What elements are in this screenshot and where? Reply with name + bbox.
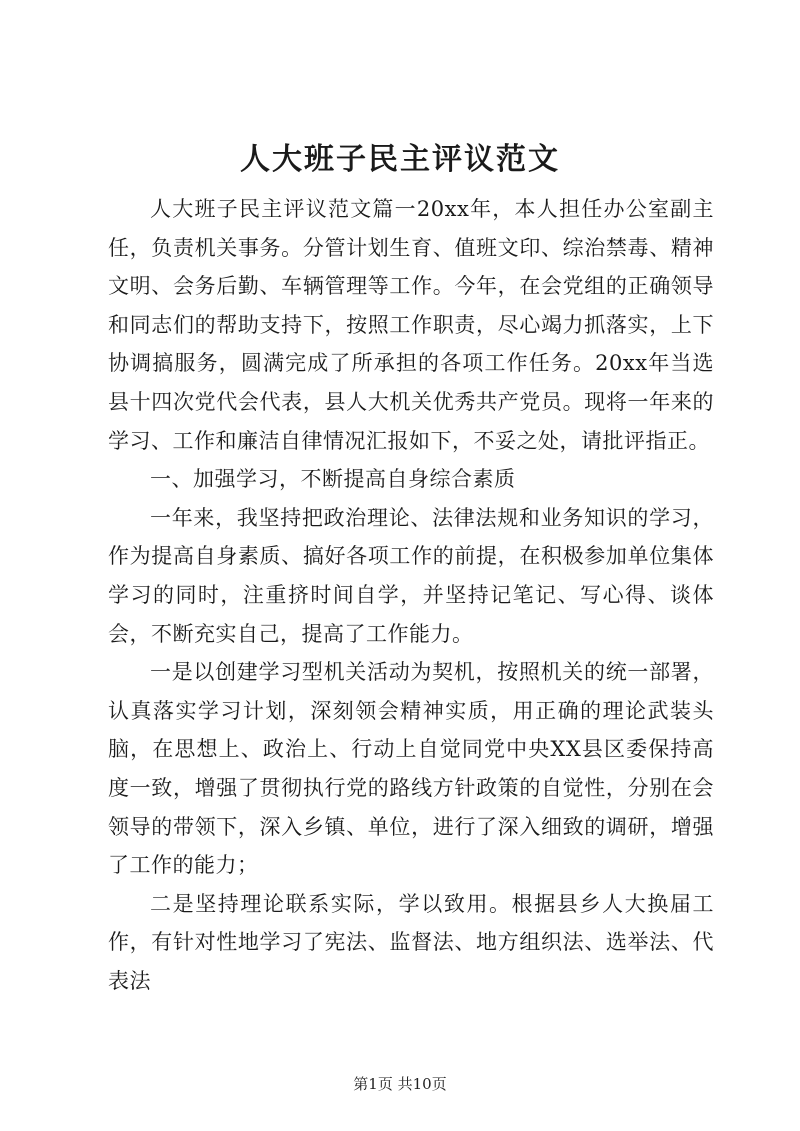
page-footer: 第1页 共10页 <box>353 1075 447 1093</box>
paragraph-point-two: 二是坚持理论联系实际，学以致用。根据县乡人大换届工作，有针对性地学习了宪法、监督法、地方组织法、选举法、代表法 <box>108 891 714 993</box>
paragraph-intro: 人大班子民主评议范文篇一20xx年，本人担任办公室副主任，负责机关事务。分管计划生育、值班文印、综治禁毒、精神文明、会务后勤、车辆管理等工作。今年，在会党组的正确领导和同志们的帮助支持下，按照工作职责，尽心竭力抓落实，上下协调搞服务，圆满完成了所承担的各项工作任务。20xx年当选县十四次党代会代表，县人大机关优秀共产党员。现将一年来的学习、工作和廉洁自律情况汇报如下，不妥之处，请批评指正。 <box>108 197 714 453</box>
paragraph-study: 一年来，我坚持把政治理论、法律法规和业务知识的学习，作为提高自身素质、搞好各项工作的前提，在积极参加单位集体学习的同时，注重挤时间自学，并坚持记笔记、写心得、谈体会，不断充实自己，提高了工作能力。 <box>108 505 714 646</box>
paragraph-point-one: 一是以创建学习型机关活动为契机，按照机关的统一部署，认真落实学习计划，深刻领会精神实质，用正确的理论武装头脑，在思想上、政治上、行动上自觉同党中央XX县区委保持高度一致，增强了贯彻执行党的路线方针政策的自觉性，分别在会领导的带领下，深入乡镇、单位，进行了深入细致的调研，增强了工作的能力； <box>108 660 714 878</box>
document-title: 人大班子民主评议范文 <box>240 142 560 177</box>
section-heading: 一、加强学习，不断提高自身综合素质 <box>150 467 516 492</box>
document-body <box>108 190 714 1000</box>
